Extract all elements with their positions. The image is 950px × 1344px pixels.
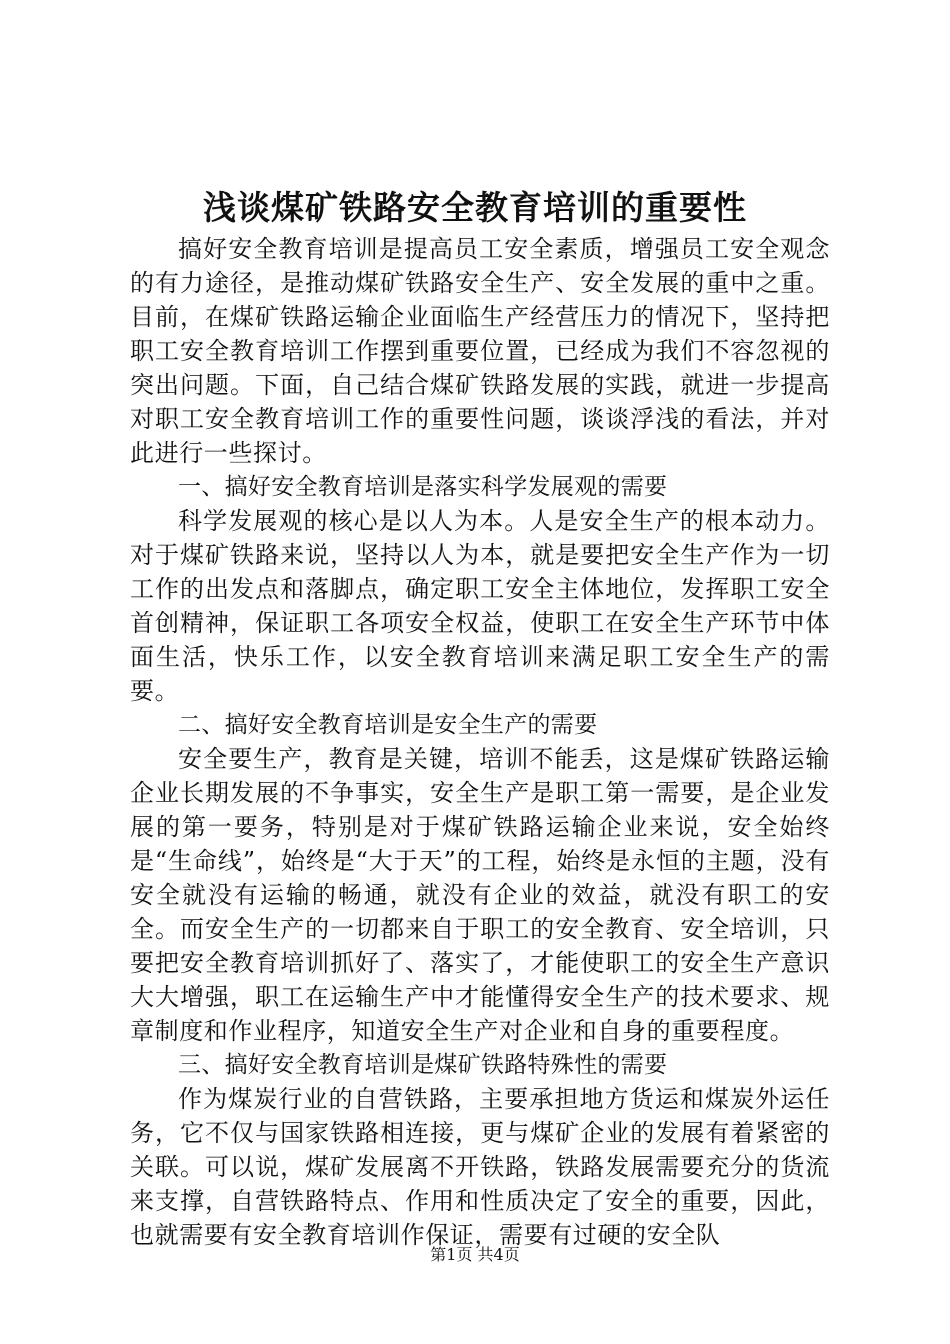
document-title: 浅谈煤矿铁路安全教育培训的重要性 xyxy=(203,188,747,227)
paragraph-section-2: 安全要生产，教育是关键，培训不能丢，这是煤矿铁路运输企业长期发展的不争事实，安全生产是职工第一需要，是企业发展的第一要务，特别是对于煤矿铁路运输企业来说，安全始终是“生命线”，始终是“大于天”的工程，始终是永恒的主题，没有安全就没有运输的畅通，就没有企业的效益，就没有职工的安全。而安全生产的一切都来自于职工的安全教育、安全培训，只要把安全教育培训抓好了、落实了，才能使职工的安全生产意识大大增强，职工在运输生产中才能懂得安全生产的技术要求、规章制度和作业程序，知道安全生产对企业和自身的重要程度。 xyxy=(130,745,830,1045)
section-heading-1: 一、搞好安全教育培训是落实科学发展观的需要 xyxy=(178,474,668,500)
document-body xyxy=(130,232,830,1252)
paragraph-intro: 搞好安全教育培训是提高员工安全素质，增强员工安全观念的有力途径，是推动煤矿铁路安全生产、安全发展的重中之重。目前，在煤矿铁路运输企业面临生产经营压力的情况下，坚持把职工安全教育培训工作摆到重要位置，已经成为我们不容忽视的突出问题。下面，自己结合煤矿铁路发展的实践，就进一步提高对职工安全教育培训工作的重要性问题，谈谈浮浅的看法，并对此进行一些探讨。 xyxy=(130,235,830,467)
paragraph-section-1: 科学发展观的核心是以人为本。人是安全生产的根本动力。对于煤矿铁路来说，坚持以人为本，就是要把安全生产作为一切工作的出发点和落脚点，确定职工安全主体地位，发挥职工安全首创精神，保证职工各项安全权益，使职工在安全生产环节中体面生活，快乐工作，以安全教育培训来满足职工安全生产的需要。 xyxy=(130,507,830,705)
section-heading-3: 三、搞好安全教育培训是煤矿铁路特殊性的需要 xyxy=(178,1052,668,1078)
paragraph-section-3: 作为煤炭行业的自营铁路，主要承担地方货运和煤炭外运任务，它不仅与国家铁路相连接，更与煤矿企业的发展有着紧密的关联。可以说，煤矿发展离不开铁路，铁路发展需要充分的货流来支撑，自营铁路特点、作用和性质决定了安全的重要，因此，也就需要有安全教育培训作保证，需要有过硬的安全队 xyxy=(130,1085,830,1249)
section-heading-2: 二、搞好安全教育培训是安全生产的需要 xyxy=(178,712,598,738)
page-number-footer: 第1页 共4页 xyxy=(430,1245,520,1264)
